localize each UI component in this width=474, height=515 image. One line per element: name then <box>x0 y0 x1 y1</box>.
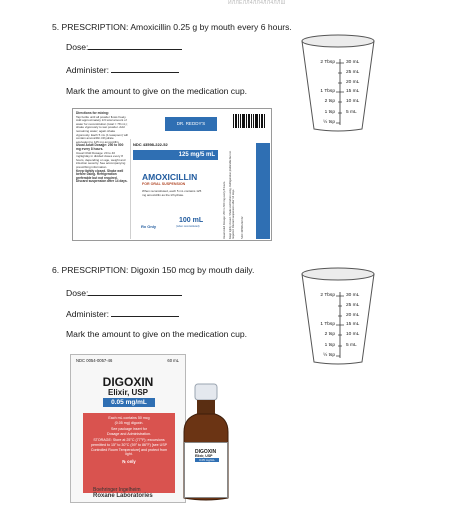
cup-q5-mark-5ml: 5 mL <box>346 110 357 115</box>
digoxin-concentration: 0.05 mg/mL <box>103 398 155 407</box>
digoxin-label <box>70 354 186 503</box>
q6-administer-row <box>66 308 179 319</box>
cup-q5-mark-halftsp: ½ tsp <box>323 120 335 125</box>
amoxicillin-side-text-2: Keep tightly closed. Shake well before using. Refrigeration preferable but not required. Discard suspension after 14 days. <box>229 150 235 239</box>
amoxicillin-label <box>72 108 272 241</box>
cup-q5-mark-30ml: 30 mL <box>346 60 360 65</box>
digoxin-bottle-name: DIGOXIN <box>195 449 217 455</box>
q5-heading: 5. PRESCRIPTION: Amoxicillin 0.25 g by mouth every 6 hours. <box>52 22 292 32</box>
digoxin-bottle <box>178 384 234 502</box>
digoxin-form: Elixir, USP <box>107 388 149 397</box>
q6-administer-label: Administer: <box>66 309 109 319</box>
cup-q6-mark-20ml: 20 mL <box>346 313 360 318</box>
digoxin-volume: 60 mL <box>167 358 179 363</box>
amoxicillin-name: AMOXICILLIN <box>142 172 198 182</box>
cup-q5-mark-1tbsp: 1 Tbsp <box>320 89 335 94</box>
amoxicillin-strength: 125 mg/5 mL <box>133 150 218 160</box>
cup-q6-mark-25ml: 25 mL <box>346 303 360 308</box>
q6-heading: 6. PRESCRIPTION: Digoxin 150 mcg by mouth daily. <box>52 265 255 275</box>
cup-q5-mark-2tsp: 2 tsp <box>324 99 335 104</box>
cup-q6-mark-30ml: 30 mL <box>346 293 360 298</box>
q5-dose-blank[interactable] <box>88 41 182 50</box>
cup-q6-mark-2tsp: 2 tsp <box>324 332 335 337</box>
digoxin-info-panel: Each mL contains 50 mcg (0.05 mg) digoxin. See package insert for Dosage and Administration. STORAGE: Store at 25°C (77°F); excursions permitted to 15° to 30°C (59° to 86°F) [see USP Controlled Room Temperature] and protect from light. ℞ only <box>83 413 175 493</box>
cup-q5-mark-2tbsp: 2 Tbsp <box>320 60 335 65</box>
q5-administer-blank[interactable] <box>111 64 179 73</box>
amoxicillin-volume: 100 mL <box>179 217 204 224</box>
cup-q6-mark-10ml: 10 mL <box>346 332 360 337</box>
amoxicillin-directions: Directions for mixing: Tap bottle until all powder flows freely. Add approximately 1/3 total amount of water for reconstitution (total = 78 mL); shake vigorously to wet powder. Add remaining water; again shake vigorously. Each 5 mL (1 teaspoon) will contain amoxicillin trihydrate equivalent to 125 mg amoxicillin. Usual Adult Dosage: 250 to 500 mg every 8 hours. Usual Child Dosage: 20 to 40 mg/kg/day in divided doses every 8 hours, depending on age, weight and infection severity. See accompanying prescribing information. Keep tightly closed. Shake well before using. Refrigeration preferable but not required. Discard suspension after 14 days. <box>76 111 128 184</box>
q6-dose-blank[interactable] <box>88 287 182 296</box>
cup-q6-mark-halftsp: ½ tsp <box>323 353 335 358</box>
cup-q6-mark-15ml: 15 mL <box>346 322 360 327</box>
amoxicillin-brand-logo: DR. REDDY'S <box>165 117 217 131</box>
cup-q6-mark-5ml: 5 mL <box>346 343 357 348</box>
amoxicillin-ndc: NDC 43598-222-52 <box>133 142 168 147</box>
digoxin-bottle-form: Elixir, USP <box>195 454 213 458</box>
q5-administer-row <box>66 64 179 75</box>
cup-q5-mark-1tsp: 1 tsp <box>324 110 335 115</box>
amoxicillin-barcode <box>233 114 265 128</box>
cup-q5-mark-25ml: 25 mL <box>346 70 360 75</box>
digoxin-ndc: NDC 0054-0057-46 <box>76 358 113 363</box>
page-header-strip: ИЛЛЕЛЛ4ЛЛ4ЛЛ4ЛЛШ <box>228 0 286 6</box>
q6-instruction: Mark the amount to give on the medication cup. <box>66 329 248 339</box>
amoxicillin-side-text-3: NDC 43598-222-52 <box>241 216 244 239</box>
cup-q6-mark-1tsp: 1 tsp <box>324 343 335 348</box>
q5-instruction: Mark the amount to give on the medication cup. <box>66 86 248 96</box>
q5-dose-row <box>66 41 182 52</box>
cup-q5-mark-20ml: 20 mL <box>346 80 360 85</box>
digoxin-bottle-label <box>184 442 228 498</box>
digoxin-name: DIGOXIN <box>102 375 154 389</box>
amoxicillin-side-text-1: Usual Adult Dosage: 250 to 500 mg every 8 hours. <box>223 181 226 239</box>
amoxicillin-side-band <box>256 143 270 239</box>
cup-q5-mark-10ml: 10 mL <box>346 99 360 104</box>
amoxicillin-reconstitution-note: When reconstituted, each 5 mL contains 125 mg amoxicillin as the trihydrate. <box>142 189 202 197</box>
q5-administer-label: Administer: <box>66 65 109 75</box>
amoxicillin-rx-only: Rx Only <box>141 224 157 229</box>
digoxin-bottle-concentration: 0.05 mg/mL <box>195 458 219 462</box>
q6-dose-label: Dose: <box>66 288 89 298</box>
digoxin-manufacturer: Boehringer Ingelheim Roxane Laboratories <box>93 487 153 499</box>
medication-cup-q6[interactable] <box>300 266 376 366</box>
cup-q6-mark-2tbsp: 2 Tbsp <box>320 293 335 298</box>
cup-q5-mark-15ml: 15 mL <box>346 89 360 94</box>
q6-administer-blank[interactable] <box>111 308 179 317</box>
amoxicillin-divider <box>130 139 131 239</box>
cup-q6-mark-1tbsp: 1 Tbsp <box>320 322 335 327</box>
q6-dose-row <box>66 287 182 298</box>
amoxicillin-form: FOR ORAL SUSPENSION <box>142 182 186 186</box>
medication-cup-q5[interactable] <box>300 33 376 133</box>
amoxicillin-volume-note: (when reconstituted) <box>176 225 200 228</box>
q5-dose-label: Dose: <box>66 42 89 52</box>
